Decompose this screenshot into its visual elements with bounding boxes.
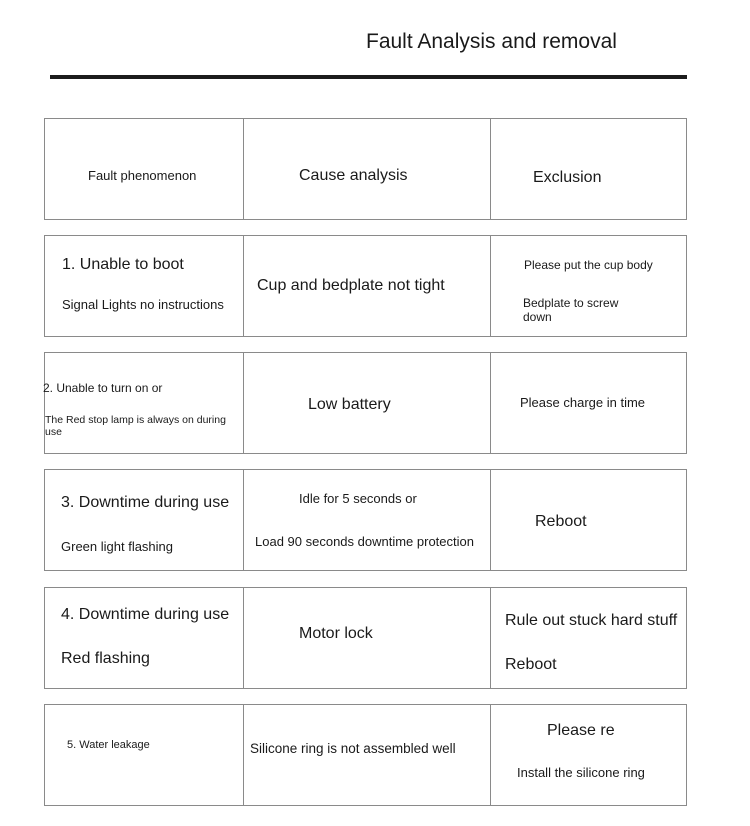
exclusion-line: Reboot xyxy=(505,656,557,673)
header-cell-phenomenon xyxy=(44,118,245,220)
table-row xyxy=(44,352,687,454)
page-title: Fault Analysis and removal xyxy=(366,30,617,53)
table-header-row xyxy=(44,118,687,220)
exclusion-line: Please put the cup body xyxy=(524,258,653,272)
exclusion-cell xyxy=(490,587,687,689)
phenomenon-cell xyxy=(44,235,245,337)
header-cause-label: Cause analysis xyxy=(299,167,408,184)
cause-cell xyxy=(243,352,492,454)
table-row xyxy=(44,235,687,337)
phenomenon-line: The Red stop lamp is always on during use xyxy=(45,414,226,439)
phenomenon-line: Signal Lights no instructions xyxy=(62,297,224,312)
table-row xyxy=(44,704,687,806)
phenomenon-line: Green light flashing xyxy=(61,539,174,554)
phenomenon-line: 3. Downtime during use xyxy=(61,494,230,511)
cause-line: Low battery xyxy=(308,396,391,413)
cause-cell xyxy=(243,469,492,571)
phenomenon-line: Red flashing xyxy=(61,650,150,667)
cause-line: Idle for 5 seconds or xyxy=(299,491,417,506)
cause-line: Silicone ring is not assembled well xyxy=(250,741,456,756)
exclusion-cell xyxy=(490,469,687,571)
exclusion-line: Install the silicone ring xyxy=(517,765,645,780)
exclusion-cell xyxy=(490,235,687,337)
header-cell-cause xyxy=(243,118,492,220)
title-divider xyxy=(50,75,687,79)
exclusion-cell xyxy=(490,352,687,454)
phenomenon-cell xyxy=(44,469,245,571)
header-exclusion-label: Exclusion xyxy=(533,169,602,186)
phenomenon-line: 2. Unable to turn on or xyxy=(43,381,163,395)
header-cell-exclusion xyxy=(490,118,687,220)
phenomenon-line: 5. Water leakage xyxy=(67,739,150,751)
cause-cell xyxy=(243,704,492,806)
cause-line: Load 90 seconds downtime protection xyxy=(255,534,474,549)
table-row xyxy=(44,587,687,689)
cause-line: Cup and bedplate not tight xyxy=(257,277,445,294)
phenomenon-cell xyxy=(44,352,245,454)
exclusion-line: Reboot xyxy=(535,513,587,530)
exclusion-line: Please charge in time xyxy=(520,395,646,410)
cause-cell xyxy=(243,587,492,689)
cause-line: Motor lock xyxy=(299,625,373,642)
cause-cell xyxy=(243,235,492,337)
exclusion-cell xyxy=(490,704,687,806)
header-phenomenon-label: Fault phenomenon xyxy=(88,168,197,183)
table-row xyxy=(44,469,687,571)
phenomenon-line: 1. Unable to boot xyxy=(62,256,184,273)
exclusion-line: Please re xyxy=(547,722,615,739)
exclusion-line: Bedplate to screw down xyxy=(523,296,619,324)
phenomenon-cell xyxy=(44,704,245,806)
phenomenon-cell xyxy=(44,587,245,689)
exclusion-line: Rule out stuck hard stuff xyxy=(505,612,678,629)
phenomenon-line: 4. Downtime during use xyxy=(61,606,230,623)
